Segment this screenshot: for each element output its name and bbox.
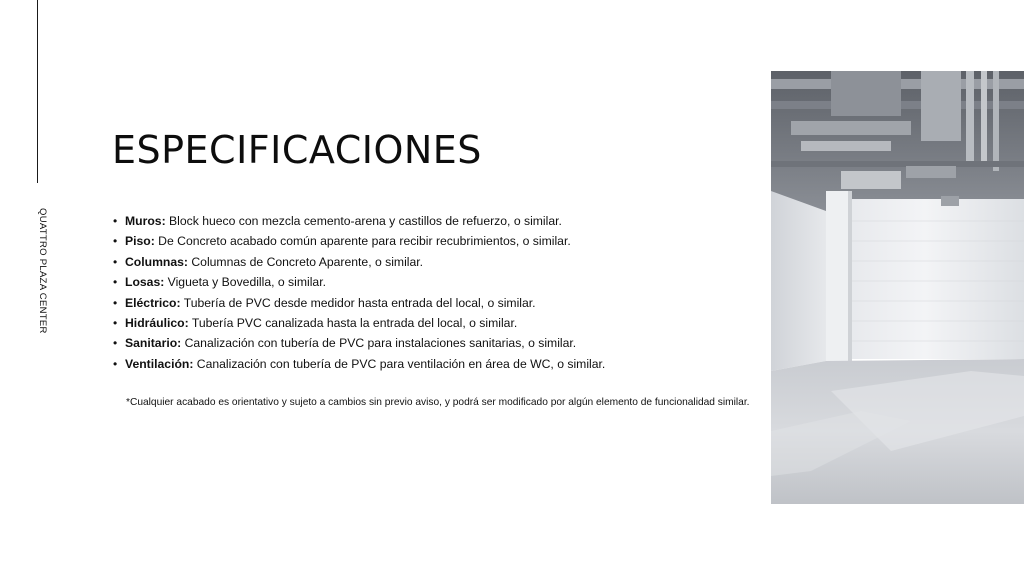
disclaimer-footnote: *Cualquier acabado es orientativo y sujeto a cambios sin previo aviso, y podrá ser modificado por algún elemento de funcionalidad similar. [126,397,750,408]
spec-item-hidraulico [110,313,760,333]
bullet-icon: • [113,356,118,371]
spec-text: Tubería de PVC desde medidor hasta entrada del local, o similar. [180,295,536,310]
spec-text: Columnas de Concreto Aparente, o similar. [187,254,424,269]
spec-text: Vigueta y Bovedilla, o similar. [164,275,326,290]
spec-term: Piso: [125,234,155,249]
bullet-icon: • [113,316,118,331]
bullet-icon: • [113,336,118,351]
bullet-icon: • [113,254,118,269]
side-label: QUATTRO PLAZA CENTER [37,208,48,334]
page-title: ESPECIFICACIONES [112,128,482,172]
spec-term: Eléctrico: [125,295,181,310]
specifications-list [110,211,760,374]
bullet-icon: • [113,275,118,290]
bullet-icon: • [113,234,118,249]
spec-term: Losas: [125,275,165,290]
spec-text: Canalización con tubería de PVC para instalaciones sanitarias, o similar. [181,336,577,351]
spec-term: Muros: [125,214,166,228]
spec-text: De Concreto acabado común aparente para recibir recubrimientos, o similar. [154,234,571,249]
vertical-divider-line [37,0,38,183]
interior-illustration [771,71,1024,504]
spec-item-muros [110,211,760,231]
spec-item-electrico [110,293,760,313]
spec-text: Block hueco con mezcla cemento-arena y castillos de refuerzo, o similar. [165,214,562,228]
spec-text: Canalización con tubería de PVC para ventilación en área de WC, o similar. [193,356,606,371]
interior-photo [771,71,1024,504]
spec-item-ventilacion [110,354,760,374]
bullet-icon: • [113,214,118,228]
spec-item-piso [110,231,760,251]
bullet-icon: • [113,295,118,310]
spec-term: Sanitario: [125,336,182,351]
spec-item-losas [110,272,760,292]
spec-term: Hidráulico: [125,316,189,331]
spec-term: Ventilación: [125,356,194,371]
spec-text: Tubería PVC canalizada hasta la entrada del local, o similar. [188,316,518,331]
spec-item-columnas [110,252,760,272]
spec-term: Columnas: [125,254,188,269]
spec-item-sanitario [110,333,760,353]
